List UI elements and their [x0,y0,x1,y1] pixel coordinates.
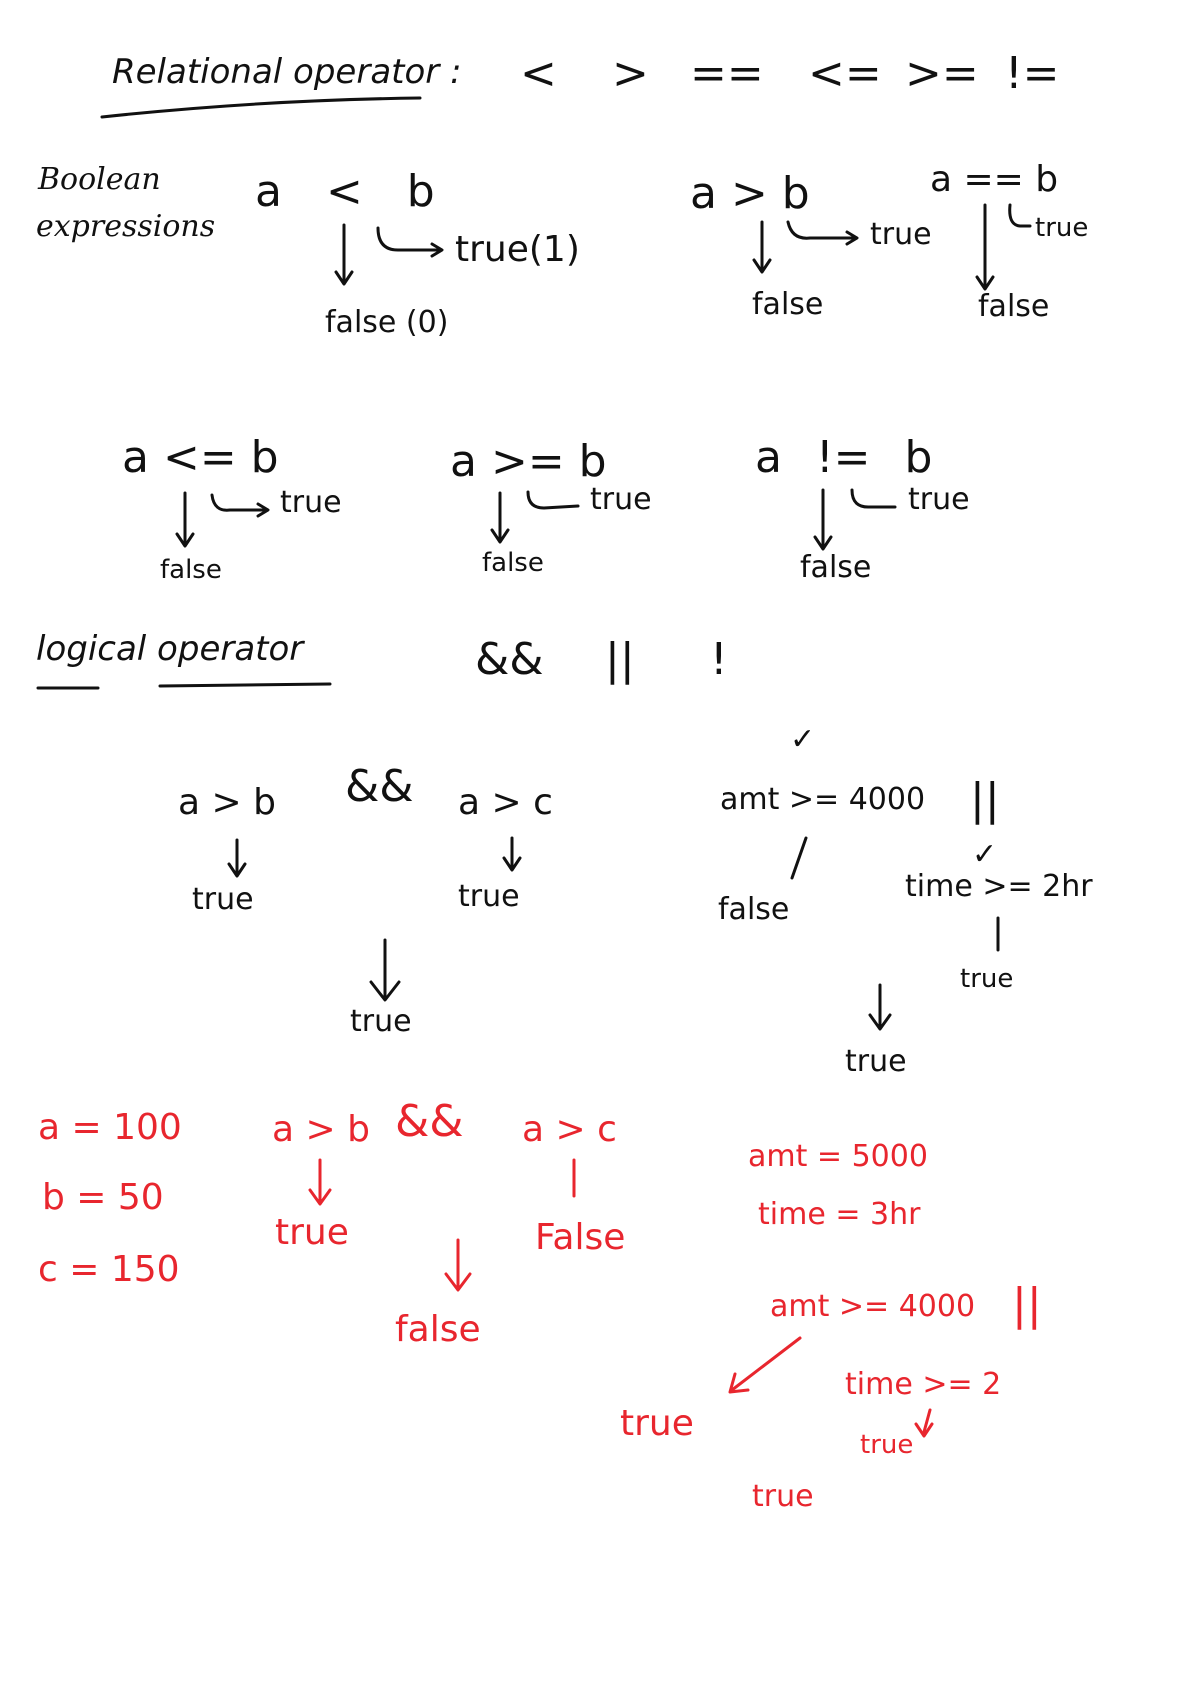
or-left-result: false [718,892,790,927]
red-or-left: amt >= 4000 [770,1289,976,1324]
expr3-true: true [1035,213,1089,243]
or-check-icon: ✓ [790,722,816,757]
expr5-true: true [590,482,652,517]
and-op: && [345,761,414,812]
and-left: a > b [178,782,276,823]
red-and-op: && [395,1096,464,1147]
expr5-false: false [482,548,544,578]
expr4-false: false [160,555,222,585]
expr4-text: a <= b [122,432,279,483]
logical-op-or: || [605,634,635,685]
or-right-result: true [960,964,1014,994]
and-result: true [350,1004,412,1039]
or-example-arrows [792,838,998,1029]
red-or-left-result: true [620,1403,694,1444]
red-var-time: time = 3hr [758,1197,921,1232]
or-check-icon-2: ✓ [972,837,998,872]
or-result: true [845,1044,907,1079]
expr6-text: a != b [755,432,933,483]
and-left-result: true [192,882,254,917]
red-and-left-result: true [275,1212,349,1253]
expr2-false: false [752,287,824,322]
rel-op-gt: > [612,48,649,99]
expr1-text: a < b [255,166,435,217]
boolean-label-line2: expressions [36,209,216,244]
expr6-arrows [815,490,895,549]
red-or-right: time >= 2 [845,1367,1002,1402]
relational-underline [102,98,420,117]
rel-op-ge: >= [905,48,979,99]
expr6-false: false [800,550,872,585]
rel-op-ne: != [1005,48,1060,99]
expr3-text: a == b [930,159,1059,200]
expr4-true: true [280,485,342,520]
expr1-arrows [336,225,442,284]
expr2-true: true [870,217,932,252]
red-var-amt: amt = 5000 [748,1139,928,1174]
or-left: amt >= 4000 [720,782,926,817]
logical-op-and: && [475,634,544,685]
red-var-a: a = 100 [38,1107,182,1148]
relational-heading: Relational operator : [112,52,462,92]
red-and-arrows [310,1160,574,1290]
red-and-right-result: False [535,1217,626,1258]
red-or-op: || [1012,1279,1042,1330]
red-var-c: c = 150 [38,1249,180,1290]
red-and-left: a > b [272,1109,370,1150]
rel-op-eq: == [690,48,764,99]
expr5-text: a >= b [450,436,607,487]
expr2-arrows [754,222,857,272]
expr2-text: a > b [690,168,810,219]
or-right: time >= 2hr [905,869,1093,904]
logical-underline [38,684,330,688]
red-and-result: false [395,1309,481,1350]
and-example-arrows [229,838,520,1000]
boolean-label-line1: Boolean [38,162,161,197]
expr1-true: true(1) [455,229,580,270]
expr3-false: false [978,289,1050,324]
red-or-arrows [730,1338,932,1436]
logical-heading: logical operator [36,629,304,669]
rel-op-le: <= [808,48,882,99]
expr3-arrows [977,205,1030,289]
red-or-result: true [752,1479,814,1514]
and-right-result: true [458,879,520,914]
expr5-arrows [492,492,578,542]
expr1-false: false (0) [325,305,449,340]
red-or-right-result: true [860,1430,914,1460]
red-var-b: b = 50 [42,1177,164,1218]
logical-op-not: ! [710,634,728,685]
or-op: || [970,774,1000,825]
red-and-right: a > c [522,1109,617,1150]
rel-op-lt: < [520,48,557,99]
and-right: a > c [458,782,553,823]
expr4-arrows [177,493,268,546]
expr6-true: true [908,482,970,517]
